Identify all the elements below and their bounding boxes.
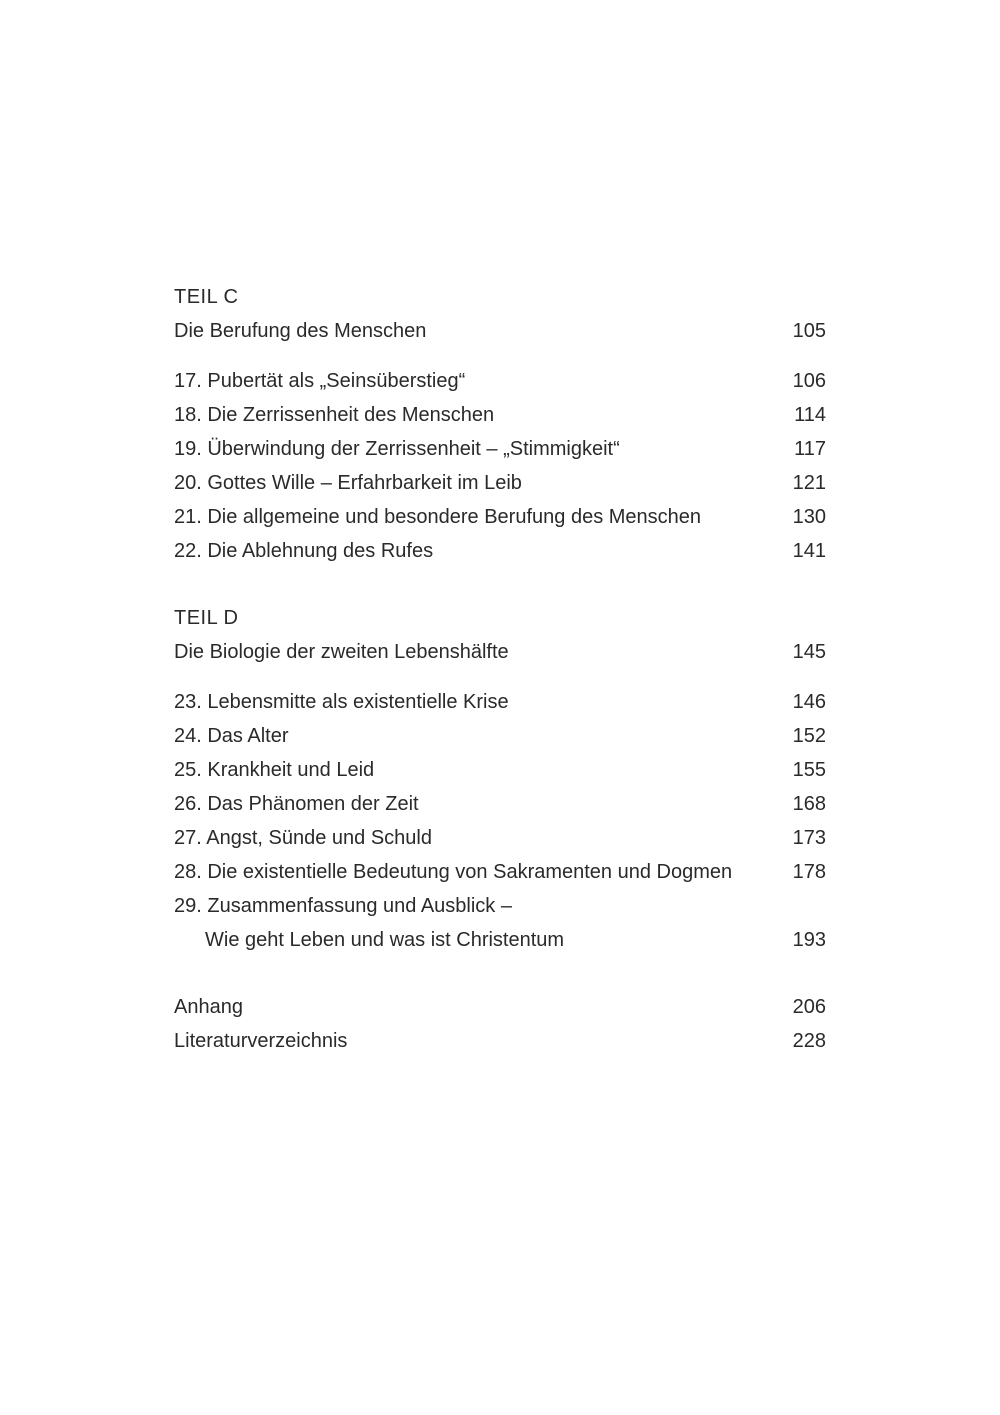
toc-entry [174,432,826,466]
toc-entry [174,500,826,534]
entry-title: 19. Überwindung der Zerrissenheit – „Stimmigkeit“ [174,438,620,460]
toc-entry [174,534,826,568]
page-number: 193 [792,929,826,951]
entry-title: 22. Die Ablehnung des Rufes [174,540,434,562]
part-label: TEIL D [174,607,239,629]
toc-entry [174,719,826,753]
entry-title: 24. Das Alter [174,725,289,747]
page-number: 121 [792,472,826,494]
toc-entry [174,364,826,398]
page-number: 105 [792,320,826,342]
toc-entry [174,855,826,889]
part-label: TEIL C [174,286,239,308]
page-number: 130 [792,506,826,528]
toc-entry-appendix [174,990,826,1024]
entry-title: 20. Gottes Wille – Erfahrbarkeit im Leib [174,472,522,494]
page-number: 117 [794,438,826,460]
part-d-heading [174,635,826,669]
entry-title: 25. Krankheit und Leid [174,759,375,781]
entry-title: Wie geht Leben und was ist Christentum [205,929,565,951]
entry-title: Literaturverzeichnis [174,1030,348,1052]
toc-entry-bibliography [174,1024,826,1058]
page-number: 168 [792,793,826,815]
page-number: 152 [792,725,826,747]
toc-entry [174,398,826,432]
page-number: 173 [792,827,826,849]
page-number: 155 [792,759,826,781]
toc-entry [174,821,826,855]
entry-title: 29. Zusammenfassung und Ausblick – [174,895,512,917]
toc-entry [174,787,826,821]
entry-title: 26. Das Phänomen der Zeit [174,793,419,815]
entry-title: 27. Angst, Sünde und Schuld [174,827,432,849]
entry-title: 17. Pubertät als „Seinsüberstieg“ [174,370,466,392]
page-number: 141 [792,540,826,562]
toc-entry [174,466,826,500]
part-heading-title: Die Biologie der zweiten Lebenshälfte [174,641,509,663]
part-c-heading [174,314,826,348]
toc-entry [174,753,826,787]
toc-entry [174,889,826,923]
page-number: 145 [792,641,826,663]
table-of-contents [174,280,826,1058]
page-number: 106 [792,370,826,392]
page-number: 146 [792,691,826,713]
entry-title: 18. Die Zerrissenheit des Menschen [174,404,495,426]
page-number: 206 [792,996,826,1018]
page-number: 178 [792,861,826,883]
page-number: 114 [794,404,826,426]
entry-title: 23. Lebensmitte als existentielle Krise [174,691,509,713]
part-c-label [174,280,826,314]
page-number: 228 [792,1030,826,1052]
part-heading-title: Die Berufung des Menschen [174,320,427,342]
entry-title: Anhang [174,996,243,1018]
part-d-label [174,601,826,635]
entry-title: 21. Die allgemeine und besondere Berufung des Menschen [174,506,702,528]
toc-entry [174,685,826,719]
entry-title: 28. Die existentielle Bedeutung von Sakramenten und Dogmen [174,861,733,883]
toc-entry-continuation [174,923,826,957]
